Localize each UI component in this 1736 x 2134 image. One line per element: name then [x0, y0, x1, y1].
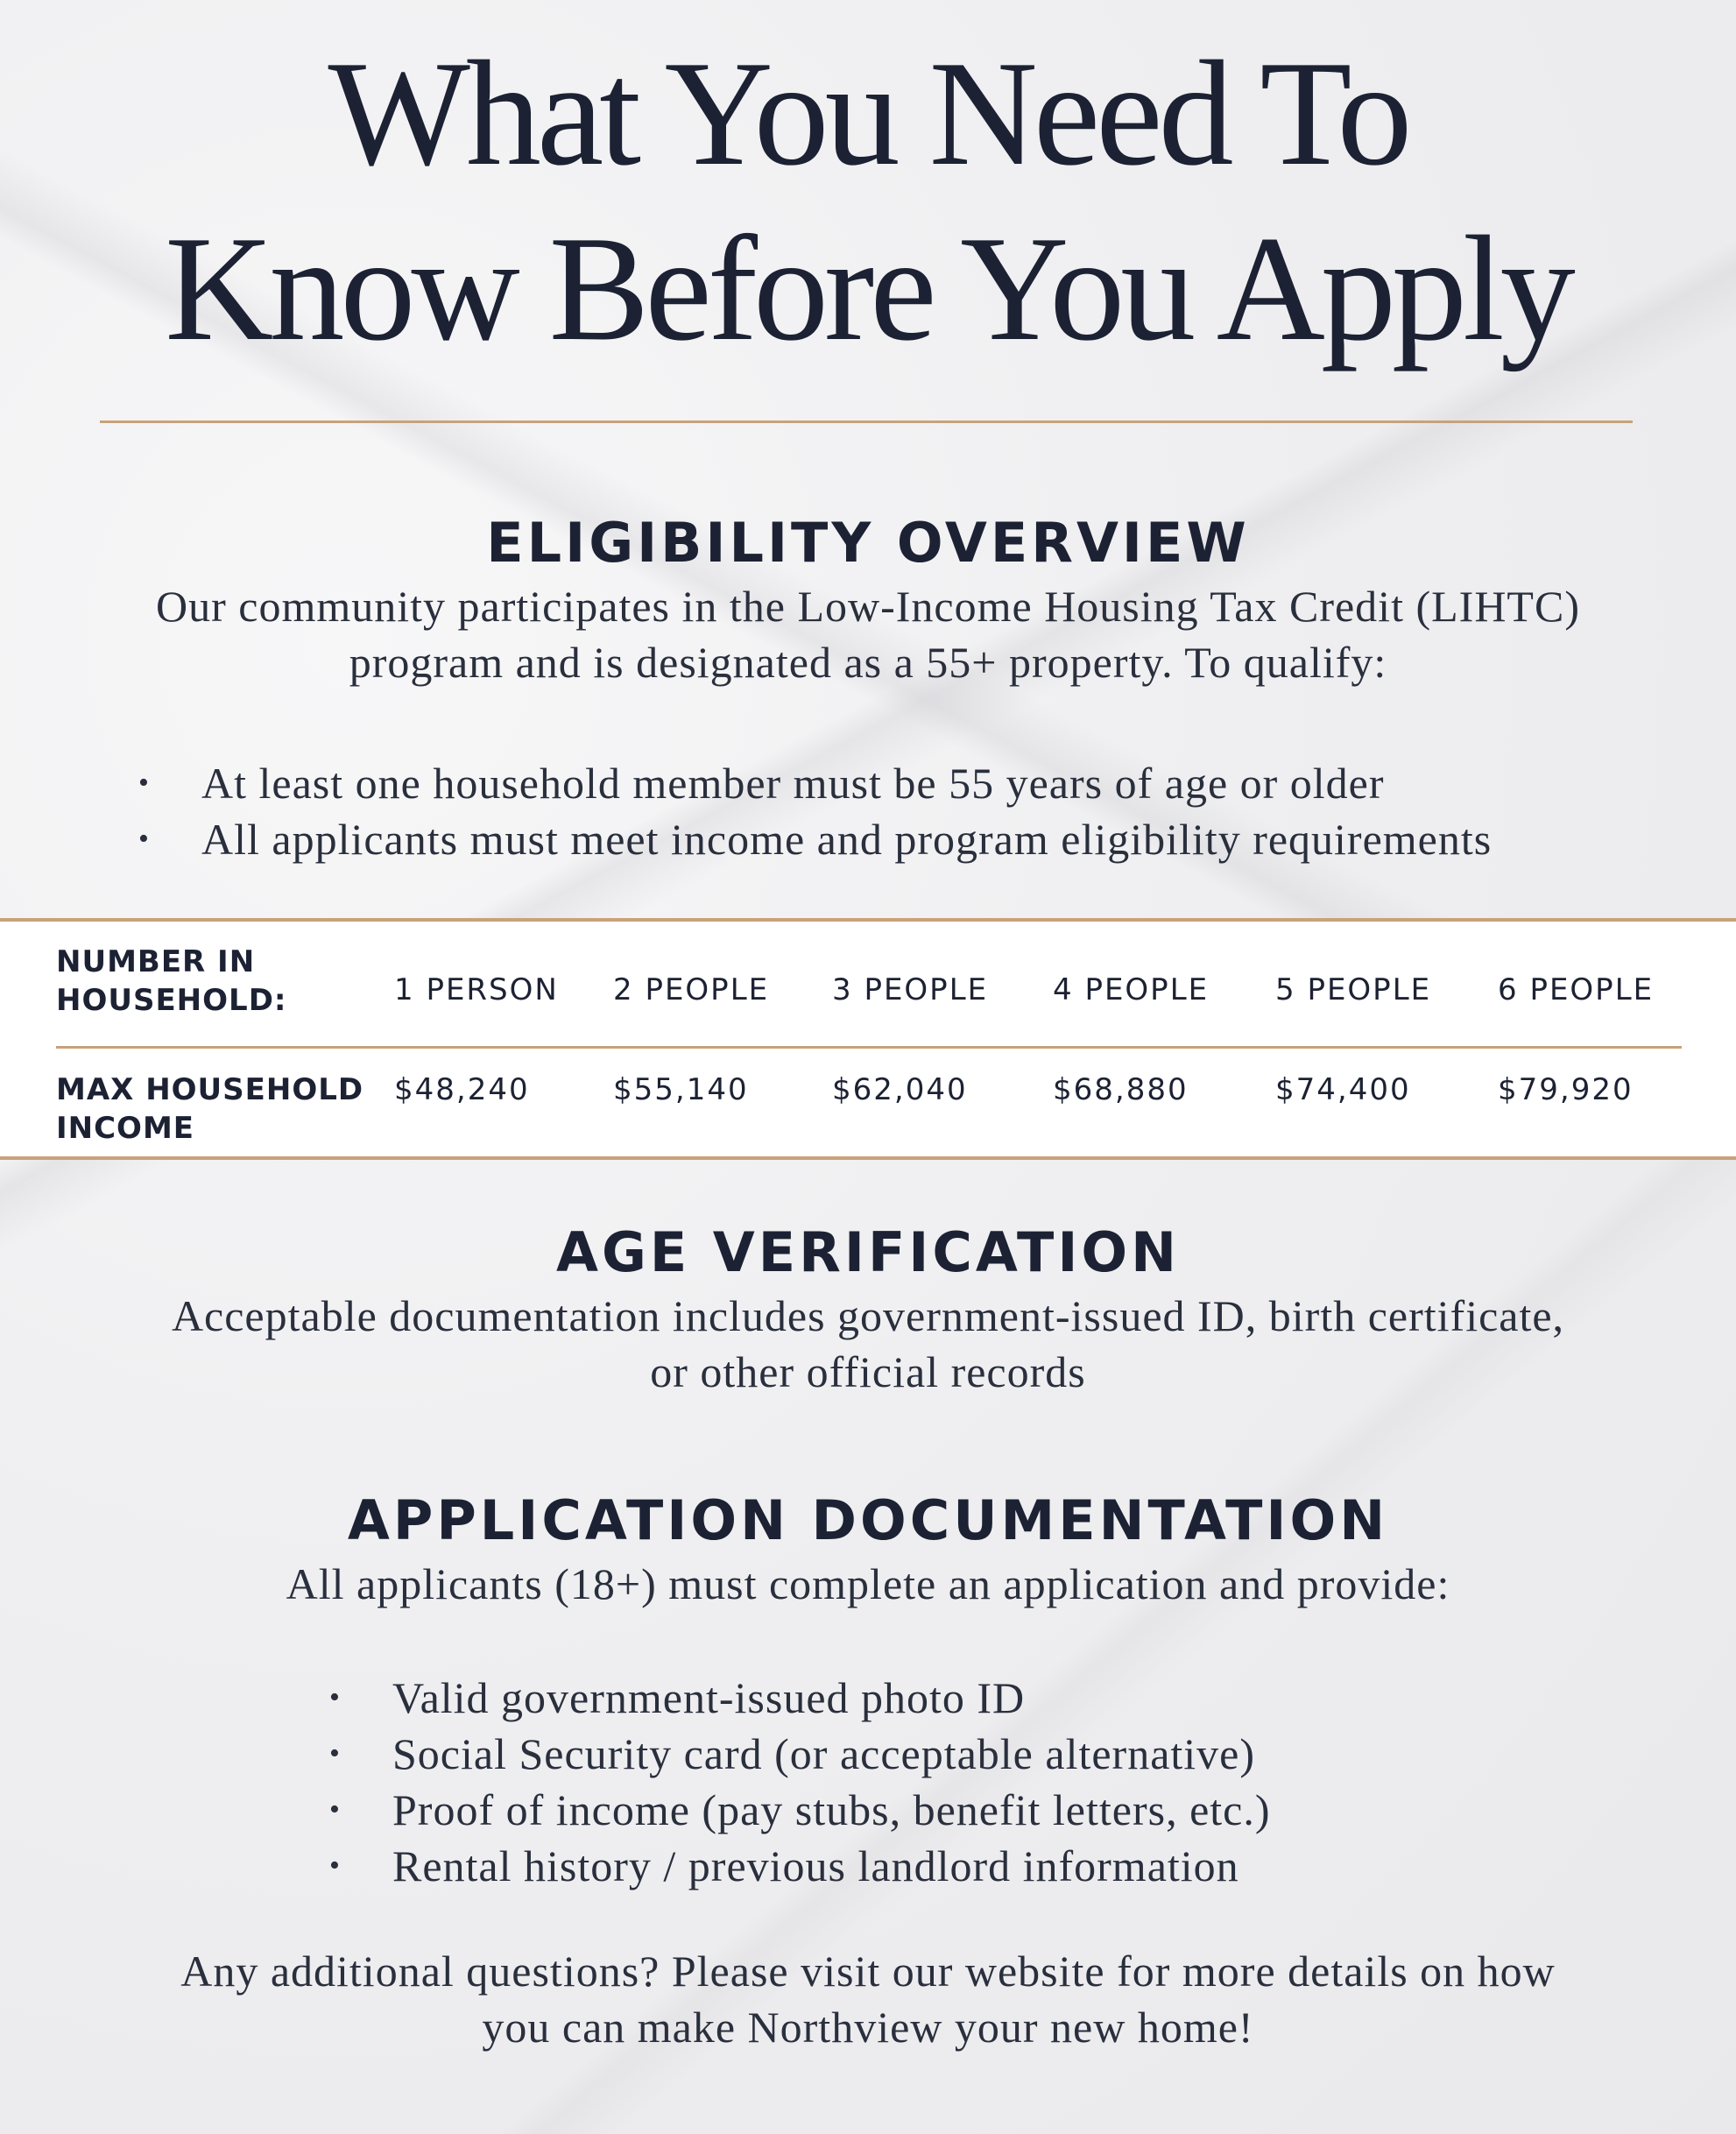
max-income-cell: $74,400: [1275, 1072, 1411, 1107]
application-documentation-heading: APPLICATION DOCUMENTATION: [347, 1488, 1389, 1552]
documentation-bullet: • Social Security card (or acceptable alternative): [329, 1726, 1271, 1782]
closing-line-2: you can make Northview your new home!: [482, 2003, 1254, 2052]
page-title-line-1: What You Need To: [328, 31, 1408, 197]
title-divider: [100, 420, 1633, 423]
documentation-bullet: • Proof of income (pay stubs, benefit letters, etc.): [329, 1782, 1271, 1838]
eligibility-bullet: • At least one household member must be 55 years of age or older: [138, 755, 1492, 811]
application-documentation-intro: All applicants (18+) must complete an application and provide:: [286, 1559, 1450, 1608]
documentation-bullet-list: [329, 1670, 1271, 1894]
table-row-divider: [56, 1046, 1682, 1049]
eligibility-heading: ELIGIBILITY OVERVIEW: [486, 511, 1250, 575]
household-size-cell: 3 PEOPLE: [832, 972, 989, 1007]
household-size-cell: 5 PEOPLE: [1275, 972, 1432, 1007]
closing-line-1: Any additional questions? Please visit our website for more details on how: [180, 1947, 1556, 1996]
documentation-bullet: • Valid government-issued photo ID: [329, 1670, 1271, 1726]
age-verification-heading: AGE VERIFICATION: [555, 1220, 1180, 1284]
household-size-cell: 1 PERSON: [394, 972, 559, 1007]
max-income-cell: $55,140: [613, 1072, 749, 1107]
household-size-cell: 6 PEOPLE: [1498, 972, 1655, 1007]
documentation-bullet: • Rental history / previous landlord information: [329, 1838, 1271, 1894]
income-limits-table: [0, 918, 1736, 1160]
household-size-cell: 4 PEOPLE: [1053, 972, 1210, 1007]
age-verification-text-line-2: or other official records: [650, 1347, 1086, 1396]
max-income-cell: $79,920: [1498, 1072, 1634, 1107]
age-verification-text-line-1: Acceptable documentation includes government-issued ID, birth certificate,: [171, 1291, 1565, 1340]
max-income-cell: $68,880: [1053, 1072, 1189, 1107]
eligibility-intro-line-1: Our community participates in the Low-Income Housing Tax Credit (LIHTC): [156, 582, 1580, 631]
eligibility-bullet-list: [138, 755, 1492, 867]
max-income-cell: $48,240: [394, 1072, 530, 1107]
eligibility-intro-line-2: program and is designated as a 55+ property. To qualify:: [349, 638, 1387, 687]
page-title-line-2: Know Before You Apply: [165, 206, 1571, 372]
household-size-cell: 2 PEOPLE: [613, 972, 770, 1007]
eligibility-bullet: • All applicants must meet income and program eligibility requirements: [138, 811, 1492, 867]
household-size-label: NUMBER IN HOUSEHOLD:: [56, 944, 287, 1018]
max-income-cell: $62,040: [832, 1072, 968, 1107]
max-income-label: MAX HOUSEHOLD INCOME: [56, 1072, 364, 1146]
